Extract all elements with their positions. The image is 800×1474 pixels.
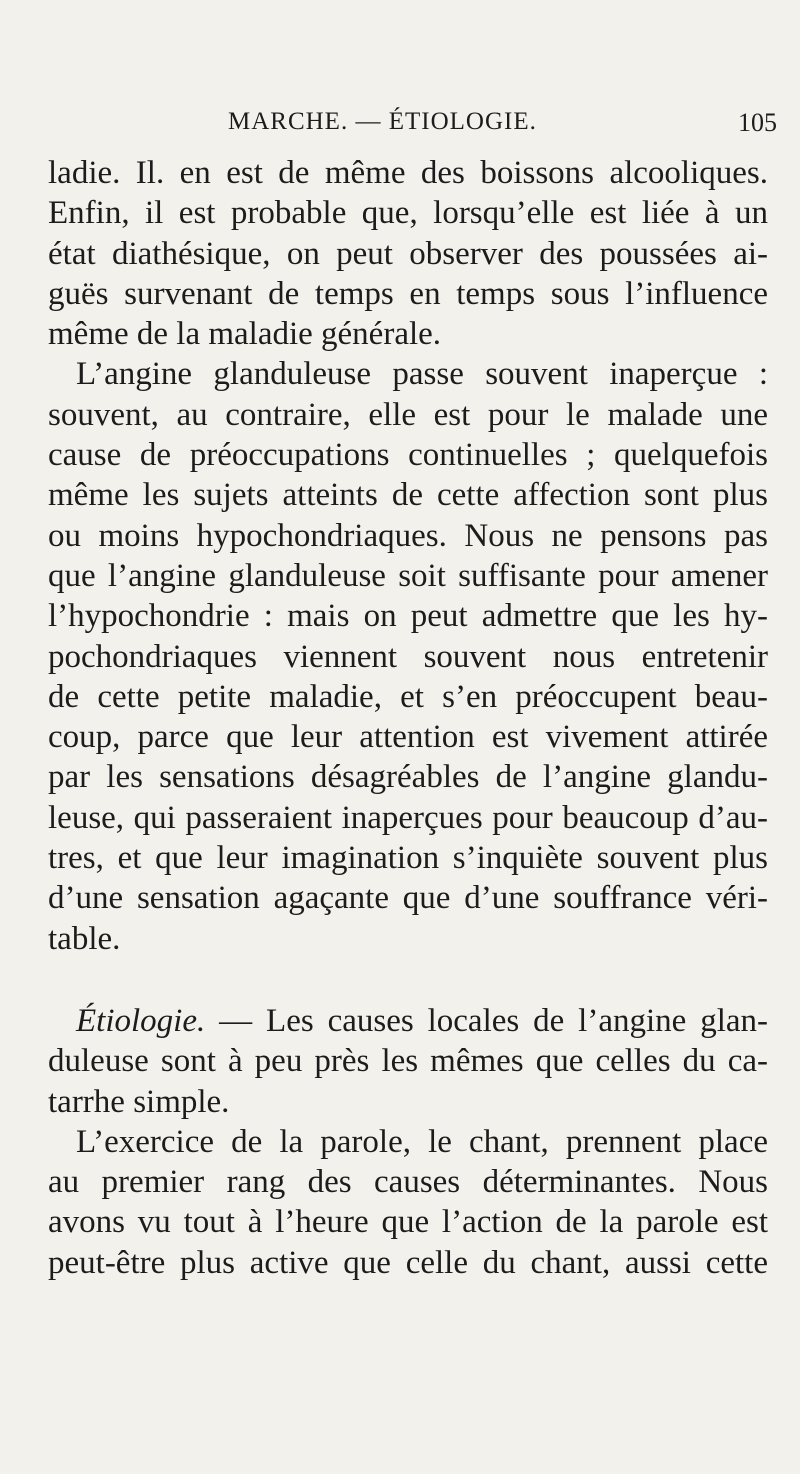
text-line: L’exercice de la parole, le chant, prennent place bbox=[76, 1123, 768, 1160]
body-text bbox=[48, 153, 768, 1283]
text-line: l’hypochondrie : mais on peut admettre que les hy- bbox=[48, 598, 768, 635]
text-line: ladie. Il. en est de même des boissons alcooliques. bbox=[48, 155, 768, 191]
text-line: par les sensations désagréables de l’angine glandu- bbox=[48, 759, 768, 796]
section-heading: Étiologie. bbox=[76, 1002, 206, 1039]
text-line: état diathésique, on peut observer des poussées ai- bbox=[48, 235, 768, 272]
text-line: guës survenant de temps en temps sous l’influence bbox=[48, 275, 768, 312]
page-number: 105 bbox=[738, 108, 777, 137]
text-line: avons vu tout à l’heure que l’action de la parole est bbox=[48, 1204, 768, 1241]
text-line: au premier rang des causes déterminantes. Nous bbox=[48, 1164, 768, 1201]
text-line: même de la maladie générale. bbox=[48, 316, 442, 353]
paragraph-angine bbox=[48, 354, 768, 958]
text-line: tarrhe simple. bbox=[48, 1083, 230, 1120]
text-line: pochondriaques viennent souvent nous entretenir bbox=[48, 638, 768, 675]
text-line: cause de préoccupations continuelles ; quelquefois bbox=[48, 437, 768, 474]
text-line: table. bbox=[48, 920, 121, 957]
section-first-line-text: — Les causes locales de l’angine glan- bbox=[205, 1002, 768, 1039]
text-line: ou moins hypochondriaques. Nous ne pensons pas bbox=[48, 517, 768, 554]
section-first-line bbox=[48, 1001, 768, 1041]
section-etiologie bbox=[48, 1001, 768, 1122]
text-line: tres, et que leur imagination s’inquiète souvent plus bbox=[48, 840, 768, 877]
text-line: coup, parce que leur attention est vivement attirée bbox=[48, 719, 768, 756]
text-line: d’une sensation agaçante que d’une souffrance véri- bbox=[48, 880, 768, 917]
running-title: MARCHE. — ÉTIOLOGIE. bbox=[228, 108, 537, 135]
text-line: souvent, au contraire, elle est pour le malade une bbox=[48, 396, 768, 433]
text-line: duleuse sont à peu près les mêmes que celles du ca- bbox=[48, 1043, 768, 1080]
text-line: même les sujets atteints de cette affection sont plus bbox=[48, 477, 768, 514]
text-line: peut-être plus active que celle du chant, aussi cette bbox=[48, 1244, 768, 1281]
paragraph-exercice bbox=[48, 1122, 768, 1283]
text-line: leuse, qui passeraient inaperçues pour beaucoup d’au- bbox=[48, 799, 768, 836]
paragraph-continuation bbox=[48, 153, 768, 354]
section-spacer bbox=[48, 959, 768, 1001]
text-line: L’angine glanduleuse passe souvent inaperçue : bbox=[76, 356, 768, 393]
text-line: que l’angine glanduleuse soit suffisante pour amener bbox=[48, 557, 768, 594]
text-line: Enfin, il est probable que, lorsqu’elle est liée à un bbox=[48, 195, 768, 232]
running-header bbox=[0, 108, 800, 148]
text-line: de cette petite maladie, et s’en préoccupent beau- bbox=[48, 678, 768, 715]
